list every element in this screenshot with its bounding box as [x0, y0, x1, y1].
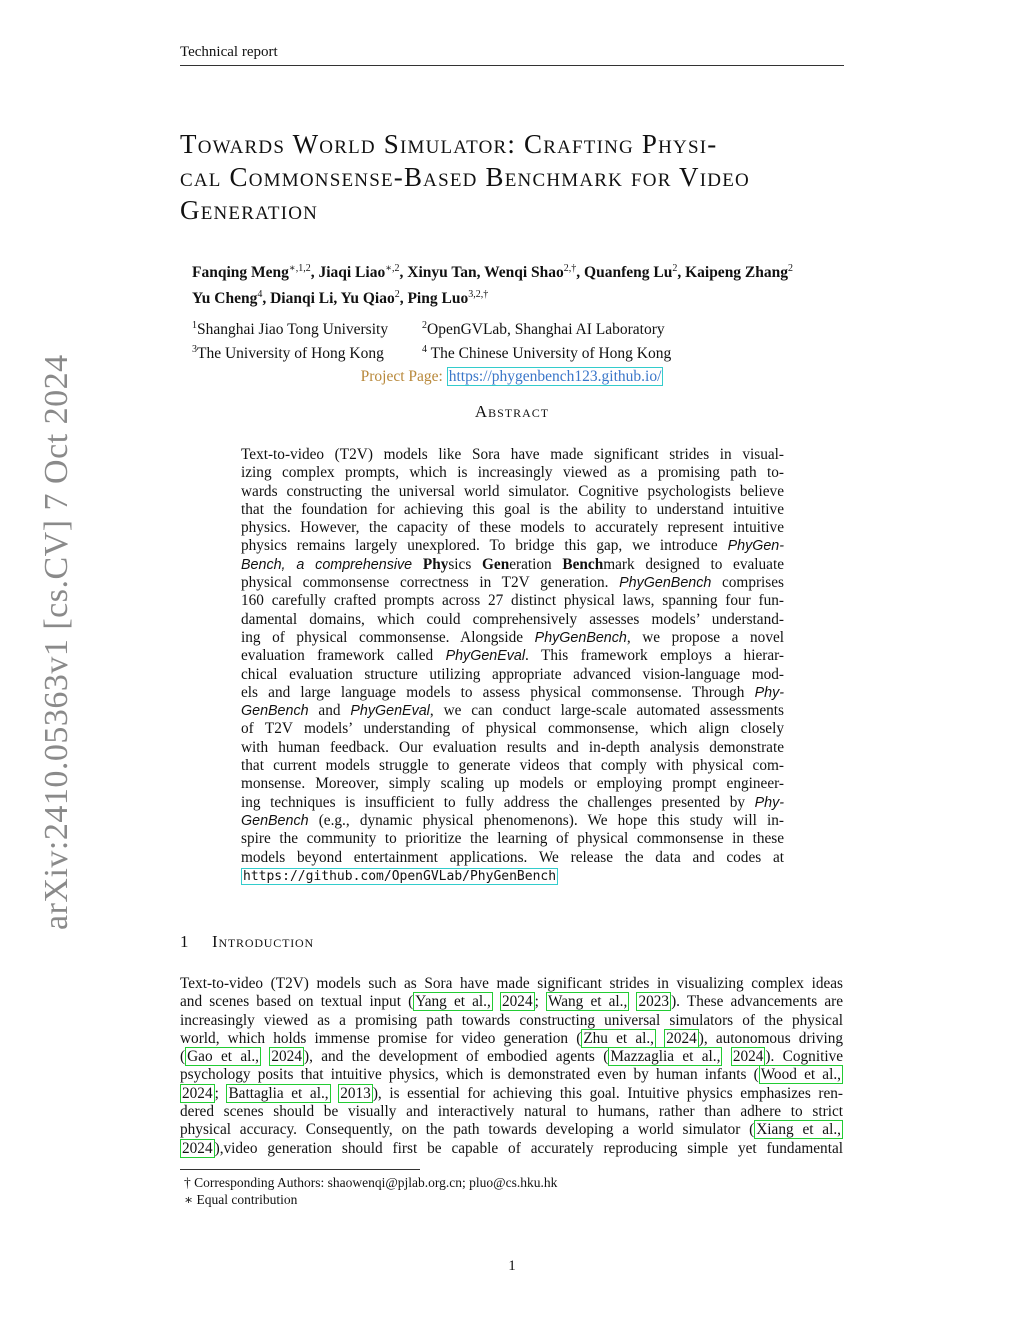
- intro-line: world, which holds immense promise for video generation ( Zhu et al., 2024 ), autonomous driving: [180, 1029, 843, 1047]
- citation-link[interactable]: 2024: [182, 1084, 213, 1102]
- citation-link[interactable]: Xiang et al.,: [756, 1121, 841, 1139]
- citation-link[interactable]: 2024: [271, 1048, 302, 1066]
- author-affil-marker: ∗,2: [385, 263, 400, 274]
- introduction-text: [180, 975, 843, 1158]
- citation-link[interactable]: Yang et al.,: [415, 993, 491, 1011]
- section-heading-introduction: [180, 932, 314, 952]
- author-name: Jiaqi Liao: [318, 264, 386, 282]
- author-name: Kaipeng Zhang: [685, 264, 789, 282]
- citation-link[interactable]: Battaglia et al.,: [228, 1084, 329, 1102]
- author-name: Xinyu Tan, Wenqi Shao: [407, 264, 564, 282]
- affiliation-row: [192, 340, 671, 364]
- section-number: 1: [180, 932, 190, 951]
- citation-link[interactable]: 2024: [666, 1029, 697, 1047]
- author-name: Ping Luo: [407, 290, 469, 308]
- author-affil-marker: 2: [788, 263, 794, 274]
- author-affil-marker: ∗,1,2: [288, 263, 311, 274]
- citation-link[interactable]: Mazzaglia et al.,: [610, 1048, 721, 1066]
- abstract-line: chical evaluation structure utilizing appropriate advanced vision-language mod-: [241, 665, 784, 683]
- abstract-line: that the foundation for achieving this goal is the ability to understand intuitive: [241, 500, 784, 518]
- title-line: Towards World Simulator: Crafting Physi-: [180, 129, 718, 159]
- author-affil-marker: 2: [394, 289, 400, 301]
- project-page: [0, 368, 1024, 386]
- paper-title: [180, 128, 860, 227]
- abstract-line: models beyond entertainment applications. We release the data and codes at: [241, 848, 784, 866]
- author-list: [192, 258, 872, 310]
- author-name: Fanqing Meng: [192, 264, 289, 282]
- footnote-corresponding-authors: † Corresponding Authors: shaowenqi@pjlab.org.cn; pluo@cs.hku.hk: [184, 1175, 558, 1190]
- citation-link[interactable]: 2024: [732, 1048, 764, 1066]
- abstract-line: physical commonsense correctness in T2V generation. PhyGenBench comprises: [241, 574, 785, 592]
- header-rule: [180, 65, 844, 66]
- abstract-line: 160 carefully crafted prompts across 27 distinct physical laws, spanning four fun-: [241, 592, 784, 610]
- affiliation: $^4$ The Chinese University of Hong Kong: [422, 344, 672, 363]
- intro-line: physical accuracy. Consequently, on the path towards developing a world simulator ( Xiang et al.,: [180, 1121, 841, 1139]
- intro-line: Text-to-video (T2V) models such as Sora have made significant strides in visualizing complex ideas: [180, 975, 843, 992]
- intro-line: increasingly viewed as a promising path towards constructing universal simulators of the physical: [180, 1011, 843, 1029]
- abstract-line: spire the community to prioritize the learning of physical commonsense in these: [241, 830, 784, 848]
- project-page-link[interactable]: https://phygenbench123.github.io/: [448, 368, 662, 385]
- author-affil-marker: 4: [257, 289, 263, 301]
- intro-line: and scenes based on textual input ( Yang et al., 2024 ; Wang et al., 2023 ). These advancements are: [180, 993, 844, 1011]
- abstract-line: physics remains largely unexplored. To bridge this gap, we introduce PhyGen-: [241, 537, 785, 555]
- abstract-line: GenBench and PhyGenEval, we can conduct large-scale automated assessments: [241, 702, 784, 720]
- citation-link[interactable]: 2013: [340, 1084, 371, 1102]
- citation-link[interactable]: Gao et al.,: [187, 1048, 260, 1066]
- author-line-2: Yu Cheng$^4$, Dianqi Li, Yu Qiao$^2$, Ping Luo$^{3,2,\dagger}$: [192, 289, 489, 308]
- author-affil-marker: 3,2,†: [468, 289, 489, 301]
- abstract-line: monsense. Moreover, simply scaling up models or employing prompt engineer-: [241, 775, 784, 793]
- abstract-line: evaluation framework called PhyGenEval. This framework employs a hierar-: [241, 647, 785, 665]
- author-affil-marker: 2,†: [563, 263, 577, 274]
- author-affil-marker: 2: [672, 263, 678, 274]
- affiliation-row: [192, 316, 671, 340]
- citation-link[interactable]: 2024: [502, 993, 533, 1011]
- abstract-line: Bench, a comprehensive Physics Generation Benchmark designed to evaluate: [241, 555, 785, 573]
- abstract-line: physics. However, the capacity of these models to accurately represent intuitive: [241, 519, 784, 537]
- abstract-line: ing of physical commonsense. Alongside PhyGenBench, we propose a novel: [241, 628, 785, 646]
- title-line: Generation: [180, 195, 319, 225]
- author-name: Dianqi Li, Yu Qiao: [270, 290, 395, 308]
- abstract-line: of T2V models’ understanding of physical commonsense, which align closely: [241, 720, 784, 738]
- footnotes: [184, 1174, 557, 1208]
- intro-line: psychology posits that intuitive physics, which is demonstrated even by human infants ( Wood et al.,: [180, 1066, 841, 1084]
- abstract-line: els and large language models to assess physical commonsense. Through Phy-: [241, 683, 784, 701]
- abstract-line: GenBench (e.g., dynamic physical phenomenons). We hope this study will in-: [241, 811, 784, 829]
- affiliations: [192, 316, 671, 364]
- intro-line: dered scenes should be visually and interactively natural to humans, rather than adhere to strict: [180, 1103, 843, 1121]
- section-title: Introduction: [212, 932, 314, 951]
- citation-link[interactable]: 2023: [638, 993, 670, 1011]
- citation-link[interactable]: Wood et al.,: [760, 1066, 841, 1084]
- abstract-line: izing complex prompts, which is increasingly viewed as a promising path to-: [241, 464, 784, 482]
- abstract-line: wards constructing the universal world simulator. Cognitive psychologists believe: [241, 482, 784, 500]
- abstract-line: [241, 867, 784, 885]
- citation-link[interactable]: 2024: [182, 1139, 213, 1157]
- project-page-label: Project Page:: [360, 368, 447, 385]
- intro-line: ( Gao et al., 2024 ), and the development of embodied agents ( Mazzaglia et al., 2024 ). Cognitive: [180, 1048, 844, 1066]
- abstract-line: Text-to-video (T2V) models like Sora have made significant strides in visual-: [241, 446, 784, 463]
- abstract-line: that current models struggle to generate videos that comply with physical com-: [241, 757, 784, 775]
- abstract-line: with human feedback. Our evaluation results and in-depth analysis demonstrate: [241, 738, 784, 756]
- abstract-line: ing techniques is insufficient to fully address the challenges presented by Phy-: [241, 793, 784, 811]
- affiliation: $^1$Shanghai Jiao Tong University: [192, 320, 389, 339]
- affiliation: $^2$OpenGVLab, Shanghai AI Laboratory: [422, 320, 665, 339]
- arxiv-identifier-stamp: arXiv:2410.05363v1 [cs.CV] 7 Oct 2024: [38, 354, 75, 930]
- author-name: Yu Cheng: [192, 290, 258, 308]
- abstract-text: [241, 446, 784, 885]
- code-repository-link[interactable]: https://github.com/OpenGVLab/PhyGenBench: [243, 868, 557, 884]
- citation-link[interactable]: Zhu et al.,: [583, 1029, 655, 1047]
- footnote-rule: [180, 1169, 420, 1170]
- title-line: cal Commonsense-Based Benchmark for Video: [180, 162, 750, 192]
- running-header: Technical report: [180, 44, 278, 60]
- page-number: 1: [508, 1258, 516, 1274]
- author-line-1: Fanqing Meng$^{∗,1,2}$, Jiaqi Liao$^{∗,2}$, Xinyu Tan, Wenqi Shao$^{2,\dagger}$, Quanfeng Lu$^2$, Kaipeng Zhang$^2$: [192, 263, 794, 282]
- intro-line: 2024 ; Battaglia et al., 2013 ), is essential for achieving this goal. Intuitive physics emphasizes ren-: [182, 1084, 844, 1102]
- intro-line: 2024 ),video generation should first be capable of accurately reproducing simple yet fundamental: [182, 1139, 843, 1157]
- abstract-line: damental domains, which could comprehensively assesses models’ understand-: [241, 610, 784, 628]
- footnote-equal-contribution: ∗ Equal contribution: [184, 1192, 298, 1207]
- citation-link[interactable]: Wang et al.,: [548, 993, 628, 1011]
- author-name: Quanfeng Lu: [584, 264, 673, 282]
- abstract-heading: Abstract: [474, 402, 550, 421]
- affiliation: $^3$The University of Hong Kong: [192, 344, 384, 363]
